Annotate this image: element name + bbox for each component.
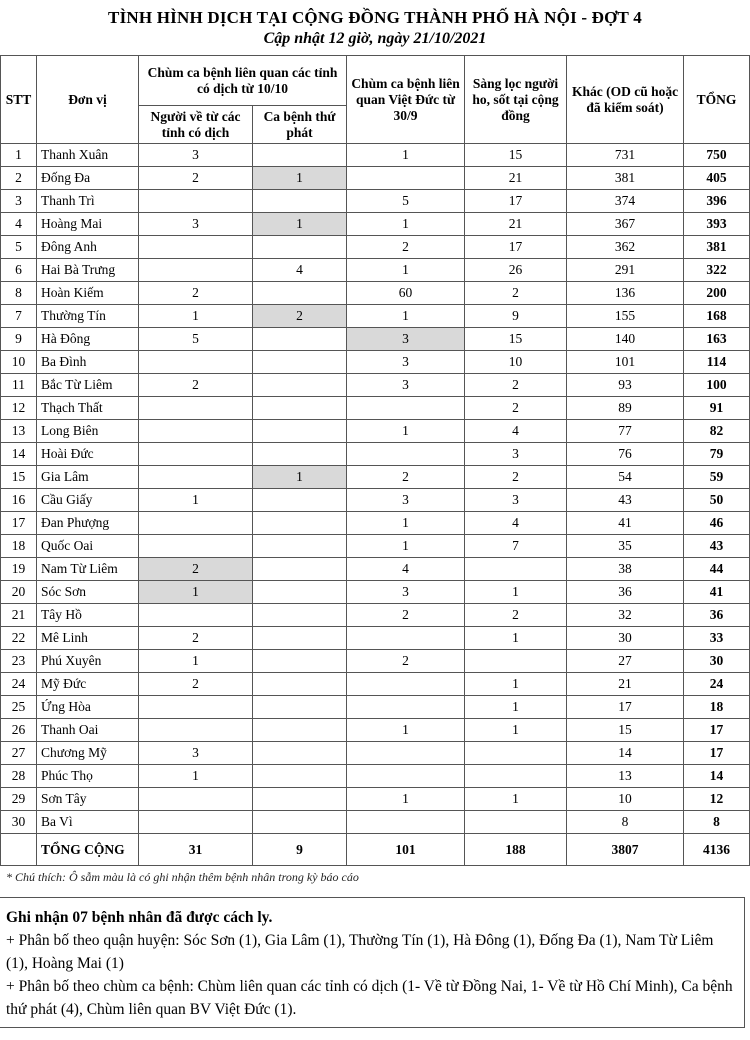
stt-cell: 30 <box>1 811 37 834</box>
table-row <box>1 374 750 397</box>
screening-cell: 1 <box>465 627 567 650</box>
total-cell: 43 <box>684 535 750 558</box>
returned-cell <box>139 811 253 834</box>
returned-cell: 2 <box>139 627 253 650</box>
footnote: * Chú thích: Ô sẫm màu là có ghi nhận thêm bệnh nhân trong kỳ báo cáo <box>6 870 359 884</box>
screening-cell: 2 <box>465 466 567 489</box>
screening-cell: 15 <box>465 144 567 167</box>
unit-cell: Phúc Thọ <box>37 765 139 788</box>
other-cell: 140 <box>567 328 684 351</box>
stt-cell: 15 <box>1 466 37 489</box>
unit-cell: Thanh Oai <box>37 719 139 742</box>
returned-cell: 2 <box>139 167 253 190</box>
stt-cell: 26 <box>1 719 37 742</box>
unit-cell: Mỹ Đức <box>37 673 139 696</box>
vietduc-cell <box>347 765 465 788</box>
secondary-cell <box>253 190 347 213</box>
summary-head: Ghi nhận 07 bệnh nhân đã được cách ly. <box>6 909 273 926</box>
table-row <box>1 581 750 604</box>
secondary-cell <box>253 673 347 696</box>
stt-cell: 11 <box>1 374 37 397</box>
secondary-cell <box>253 719 347 742</box>
secondary-cell <box>253 558 347 581</box>
returned-cell: 3 <box>139 213 253 236</box>
total-cell: 36 <box>684 604 750 627</box>
other-cell: 41 <box>567 512 684 535</box>
other-cell: 14 <box>567 742 684 765</box>
screening-cell: 3 <box>465 443 567 466</box>
unit-cell: Thạch Thất <box>37 397 139 420</box>
total-cell: 41 <box>684 581 750 604</box>
secondary-cell <box>253 811 347 834</box>
total-cell: 17 <box>684 742 750 765</box>
totals-label: TỔNG CỘNG <box>37 834 139 866</box>
vietduc-cell: 1 <box>347 719 465 742</box>
screening-cell: 17 <box>465 236 567 259</box>
returned-cell: 3 <box>139 742 253 765</box>
unit-cell: Long Biên <box>37 420 139 443</box>
vietduc-cell <box>347 696 465 719</box>
stt-cell: 25 <box>1 696 37 719</box>
vietduc-cell: 4 <box>347 558 465 581</box>
other-cell: 136 <box>567 282 684 305</box>
screening-cell: 26 <box>465 259 567 282</box>
total-cell: 30 <box>684 650 750 673</box>
table-row <box>1 673 750 696</box>
table-row <box>1 167 750 190</box>
screening-cell: 21 <box>465 167 567 190</box>
secondary-cell: 4 <box>253 259 347 282</box>
secondary-cell <box>253 535 347 558</box>
secondary-cell: 1 <box>253 213 347 236</box>
returned-cell: 1 <box>139 489 253 512</box>
returned-cell: 1 <box>139 765 253 788</box>
secondary-cell: 1 <box>253 167 347 190</box>
total-cell: 8 <box>684 811 750 834</box>
other-cell: 367 <box>567 213 684 236</box>
screening-cell: 17 <box>465 190 567 213</box>
unit-cell: Đống Đa <box>37 167 139 190</box>
total-cell: 396 <box>684 190 750 213</box>
unit-cell: Nam Từ Liêm <box>37 558 139 581</box>
other-cell: 21 <box>567 673 684 696</box>
screening-cell <box>465 811 567 834</box>
unit-cell: Hoài Đức <box>37 443 139 466</box>
header-total: TỔNG <box>684 56 750 144</box>
screening-cell: 15 <box>465 328 567 351</box>
vietduc-cell <box>347 397 465 420</box>
vietduc-cell: 1 <box>347 535 465 558</box>
stt-cell: 2 <box>1 167 37 190</box>
returned-cell <box>139 351 253 374</box>
screening-cell <box>465 650 567 673</box>
screening-cell: 4 <box>465 512 567 535</box>
stt-cell: 10 <box>1 351 37 374</box>
unit-cell: Sơn Tây <box>37 788 139 811</box>
stt-cell: 4 <box>1 213 37 236</box>
vietduc-cell: 1 <box>347 305 465 328</box>
table-row <box>1 765 750 788</box>
secondary-cell <box>253 420 347 443</box>
unit-cell: Thanh Trì <box>37 190 139 213</box>
total-cell: 393 <box>684 213 750 236</box>
vietduc-cell: 1 <box>347 144 465 167</box>
table-row <box>1 558 750 581</box>
total-cell: 17 <box>684 719 750 742</box>
screening-cell: 1 <box>465 696 567 719</box>
total-cell: 200 <box>684 282 750 305</box>
total-cell: 46 <box>684 512 750 535</box>
secondary-cell <box>253 627 347 650</box>
returned-cell: 1 <box>139 305 253 328</box>
unit-cell: Ba Vì <box>37 811 139 834</box>
summary-box <box>0 897 745 1028</box>
vietduc-cell: 3 <box>347 351 465 374</box>
header-stt: STT <box>1 56 37 144</box>
total-cell: 50 <box>684 489 750 512</box>
table-row <box>1 351 750 374</box>
secondary-cell <box>253 765 347 788</box>
other-cell: 101 <box>567 351 684 374</box>
other-cell: 374 <box>567 190 684 213</box>
table-row <box>1 443 750 466</box>
totals-total: 4136 <box>684 834 750 866</box>
unit-cell: Hoàn Kiếm <box>37 282 139 305</box>
unit-cell: Thường Tín <box>37 305 139 328</box>
returned-cell: 2 <box>139 558 253 581</box>
total-cell: 114 <box>684 351 750 374</box>
stt-cell: 8 <box>1 282 37 305</box>
stt-cell: 5 <box>1 236 37 259</box>
returned-cell: 3 <box>139 144 253 167</box>
table-row <box>1 466 750 489</box>
header-vietduc: Chùm ca bệnh liên quan Việt Đức từ 30/9 <box>347 56 465 144</box>
total-cell: 750 <box>684 144 750 167</box>
unit-cell: Cầu Giấy <box>37 489 139 512</box>
table-row <box>1 650 750 673</box>
unit-cell: Hai Bà Trưng <box>37 259 139 282</box>
secondary-cell <box>253 236 347 259</box>
screening-cell <box>465 558 567 581</box>
secondary-cell <box>253 696 347 719</box>
total-cell: 163 <box>684 328 750 351</box>
other-cell: 362 <box>567 236 684 259</box>
total-cell: 14 <box>684 765 750 788</box>
stt-cell: 22 <box>1 627 37 650</box>
other-cell: 30 <box>567 627 684 650</box>
stt-cell: 27 <box>1 742 37 765</box>
returned-cell: 5 <box>139 328 253 351</box>
other-cell: 38 <box>567 558 684 581</box>
unit-cell: Sóc Sơn <box>37 581 139 604</box>
total-cell: 24 <box>684 673 750 696</box>
vietduc-cell <box>347 742 465 765</box>
table-row <box>1 305 750 328</box>
vietduc-cell <box>347 811 465 834</box>
screening-cell: 2 <box>465 604 567 627</box>
header-other: Khác (OD cũ hoặc đã kiểm soát) <box>567 56 684 144</box>
stt-cell: 14 <box>1 443 37 466</box>
other-cell: 77 <box>567 420 684 443</box>
vietduc-cell: 1 <box>347 420 465 443</box>
vietduc-cell <box>347 167 465 190</box>
unit-cell: Gia Lâm <box>37 466 139 489</box>
secondary-cell <box>253 742 347 765</box>
table-row <box>1 213 750 236</box>
other-cell: 155 <box>567 305 684 328</box>
other-cell: 54 <box>567 466 684 489</box>
vietduc-cell: 2 <box>347 604 465 627</box>
secondary-cell <box>253 351 347 374</box>
page-title: TÌNH HÌNH DỊCH TẠI CỘNG ĐỒNG THÀNH PHỐ HÀ NỘI - ĐỢT 4 <box>108 8 642 27</box>
vietduc-cell <box>347 443 465 466</box>
vietduc-cell: 1 <box>347 213 465 236</box>
totals-secondary: 9 <box>253 834 347 866</box>
stt-cell: 1 <box>1 144 37 167</box>
unit-cell: Đan Phượng <box>37 512 139 535</box>
vietduc-cell <box>347 627 465 650</box>
table-row <box>1 328 750 351</box>
table-row <box>1 190 750 213</box>
screening-cell: 2 <box>465 374 567 397</box>
returned-cell <box>139 719 253 742</box>
total-cell: 33 <box>684 627 750 650</box>
secondary-cell <box>253 144 347 167</box>
returned-cell <box>139 420 253 443</box>
vietduc-cell: 2 <box>347 466 465 489</box>
other-cell: 35 <box>567 535 684 558</box>
secondary-cell <box>253 512 347 535</box>
screening-cell: 1 <box>465 581 567 604</box>
screening-cell: 1 <box>465 673 567 696</box>
unit-cell: Thanh Xuân <box>37 144 139 167</box>
other-cell: 32 <box>567 604 684 627</box>
other-cell: 17 <box>567 696 684 719</box>
unit-cell: Phú Xuyên <box>37 650 139 673</box>
vietduc-cell <box>347 673 465 696</box>
vietduc-cell: 2 <box>347 236 465 259</box>
secondary-cell <box>253 282 347 305</box>
stt-cell: 12 <box>1 397 37 420</box>
table-row <box>1 627 750 650</box>
stt-cell: 28 <box>1 765 37 788</box>
table-body <box>1 144 750 834</box>
stt-cell: 16 <box>1 489 37 512</box>
other-cell: 93 <box>567 374 684 397</box>
vietduc-cell: 1 <box>347 788 465 811</box>
summary-line-district: + Phân bố theo quận huyện: Sóc Sơn (1), Gia Lâm (1), Thường Tín (1), Hà Đông (1), Đống Đa (1), Nam Từ Liêm (1), Hoàng Mai (1) <box>6 932 714 972</box>
returned-cell <box>139 535 253 558</box>
screening-cell: 10 <box>465 351 567 374</box>
total-cell: 12 <box>684 788 750 811</box>
secondary-cell <box>253 397 347 420</box>
totals-vietduc: 101 <box>347 834 465 866</box>
screening-cell: 4 <box>465 420 567 443</box>
other-cell: 13 <box>567 765 684 788</box>
table-row <box>1 811 750 834</box>
screening-cell: 21 <box>465 213 567 236</box>
other-cell: 381 <box>567 167 684 190</box>
other-cell: 27 <box>567 650 684 673</box>
total-cell: 91 <box>684 397 750 420</box>
total-cell: 18 <box>684 696 750 719</box>
totals-other: 3807 <box>567 834 684 866</box>
secondary-cell <box>253 374 347 397</box>
screening-cell: 1 <box>465 719 567 742</box>
other-cell: 10 <box>567 788 684 811</box>
page-subtitle: Cập nhật 12 giờ, ngày 21/10/2021 <box>263 30 487 47</box>
screening-cell: 3 <box>465 489 567 512</box>
total-cell: 322 <box>684 259 750 282</box>
other-cell: 731 <box>567 144 684 167</box>
unit-cell: Bắc Từ Liêm <box>37 374 139 397</box>
table-row <box>1 259 750 282</box>
returned-cell <box>139 190 253 213</box>
table-row <box>1 604 750 627</box>
other-cell: 89 <box>567 397 684 420</box>
total-cell: 44 <box>684 558 750 581</box>
total-cell: 100 <box>684 374 750 397</box>
totals-screening: 188 <box>465 834 567 866</box>
stt-cell: 6 <box>1 259 37 282</box>
returned-cell: 2 <box>139 374 253 397</box>
table-row <box>1 397 750 420</box>
secondary-cell <box>253 581 347 604</box>
header-unit: Đơn vị <box>37 56 139 144</box>
table-row <box>1 282 750 305</box>
unit-cell: Hà Đông <box>37 328 139 351</box>
total-cell: 381 <box>684 236 750 259</box>
secondary-cell <box>253 604 347 627</box>
header-secondary: Ca bệnh thứ phát <box>253 106 347 144</box>
table-row <box>1 144 750 167</box>
table-row <box>1 535 750 558</box>
table-row <box>1 420 750 443</box>
unit-cell: Ứng Hòa <box>37 696 139 719</box>
screening-cell: 7 <box>465 535 567 558</box>
stt-cell: 24 <box>1 673 37 696</box>
unit-cell: Đông Anh <box>37 236 139 259</box>
returned-cell: 2 <box>139 673 253 696</box>
stt-cell: 17 <box>1 512 37 535</box>
cases-table <box>0 55 750 866</box>
total-cell: 82 <box>684 420 750 443</box>
vietduc-cell: 1 <box>347 512 465 535</box>
other-cell: 36 <box>567 581 684 604</box>
secondary-cell <box>253 650 347 673</box>
unit-cell: Quốc Oai <box>37 535 139 558</box>
header-screening: Sàng lọc người ho, sốt tại cộng đồng <box>465 56 567 144</box>
stt-cell: 20 <box>1 581 37 604</box>
vietduc-cell: 3 <box>347 328 465 351</box>
other-cell: 76 <box>567 443 684 466</box>
secondary-cell <box>253 489 347 512</box>
secondary-cell <box>253 788 347 811</box>
unit-cell: Mê Linh <box>37 627 139 650</box>
total-cell: 79 <box>684 443 750 466</box>
stt-cell: 21 <box>1 604 37 627</box>
stt-cell: 29 <box>1 788 37 811</box>
returned-cell: 1 <box>139 581 253 604</box>
returned-cell <box>139 259 253 282</box>
total-cell: 59 <box>684 466 750 489</box>
other-cell: 43 <box>567 489 684 512</box>
unit-cell: Chương Mỹ <box>37 742 139 765</box>
returned-cell <box>139 696 253 719</box>
secondary-cell: 1 <box>253 466 347 489</box>
table-row <box>1 742 750 765</box>
returned-cell <box>139 443 253 466</box>
returned-cell: 2 <box>139 282 253 305</box>
secondary-cell <box>253 443 347 466</box>
returned-cell: 1 <box>139 650 253 673</box>
summary-line-cluster: + Phân bố theo chùm ca bệnh: Chùm liên quan các tỉnh có dịch (1- Về từ Đồng Nai, 1- Về từ Hồ Chí Minh), Ca bệnh thứ phát (4), Chùm liên quan BV Việt Đức (1). <box>6 978 733 1018</box>
returned-cell <box>139 604 253 627</box>
header-returned: Người về từ các tỉnh có dịch <box>139 106 253 144</box>
stt-cell: 23 <box>1 650 37 673</box>
stt-cell: 19 <box>1 558 37 581</box>
screening-cell <box>465 765 567 788</box>
table-row <box>1 512 750 535</box>
unit-cell: Hoàng Mai <box>37 213 139 236</box>
table-row <box>1 788 750 811</box>
total-cell: 405 <box>684 167 750 190</box>
returned-cell <box>139 397 253 420</box>
secondary-cell <box>253 328 347 351</box>
total-cell: 168 <box>684 305 750 328</box>
table-row <box>1 489 750 512</box>
returned-cell <box>139 788 253 811</box>
vietduc-cell: 5 <box>347 190 465 213</box>
stt-cell: 13 <box>1 420 37 443</box>
vietduc-cell: 2 <box>347 650 465 673</box>
header-group: Chùm ca bệnh liên quan các tỉnh có dịch từ 10/10 <box>139 56 347 106</box>
stt-cell: 9 <box>1 328 37 351</box>
screening-cell <box>465 742 567 765</box>
screening-cell: 2 <box>465 282 567 305</box>
vietduc-cell: 3 <box>347 489 465 512</box>
screening-cell: 1 <box>465 788 567 811</box>
stt-cell: 3 <box>1 190 37 213</box>
stt-cell: 7 <box>1 305 37 328</box>
other-cell: 15 <box>567 719 684 742</box>
table-row <box>1 236 750 259</box>
vietduc-cell: 3 <box>347 581 465 604</box>
totals-returned: 31 <box>139 834 253 866</box>
returned-cell <box>139 236 253 259</box>
other-cell: 291 <box>567 259 684 282</box>
screening-cell: 9 <box>465 305 567 328</box>
screening-cell: 2 <box>465 397 567 420</box>
totals-stt-cell <box>1 834 37 866</box>
returned-cell <box>139 512 253 535</box>
table-row <box>1 696 750 719</box>
secondary-cell: 2 <box>253 305 347 328</box>
totals-row <box>1 834 750 866</box>
returned-cell <box>139 466 253 489</box>
vietduc-cell: 1 <box>347 259 465 282</box>
stt-cell: 18 <box>1 535 37 558</box>
unit-cell: Tây Hồ <box>37 604 139 627</box>
other-cell: 8 <box>567 811 684 834</box>
vietduc-cell: 3 <box>347 374 465 397</box>
vietduc-cell: 60 <box>347 282 465 305</box>
unit-cell: Ba Đình <box>37 351 139 374</box>
table-row <box>1 719 750 742</box>
